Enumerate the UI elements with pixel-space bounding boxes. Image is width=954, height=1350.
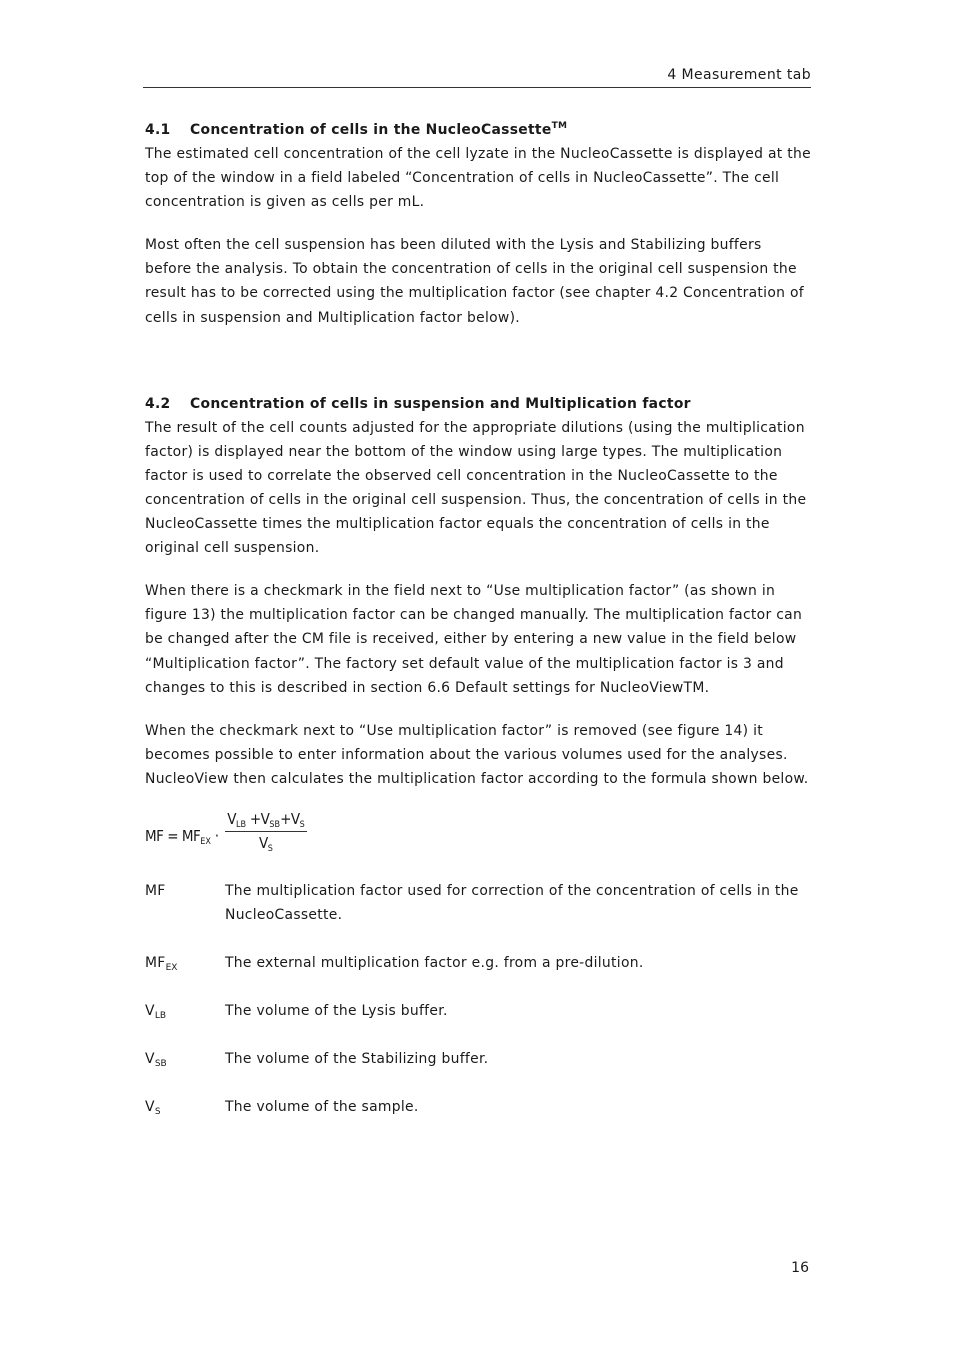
definition-term: $V_{SB}$ [145,1051,167,1070]
definition-item [145,951,811,975]
fraction-bar [225,831,307,832]
section-title: Concentration of cells in suspension and Multiplication factor [190,395,691,412]
paragraph: Most often the cell suspension has been diluted with the Lysis and Stabilizing buffers before the analysis. To obtain the concentration of cells in the original cell suspension the result has to be corrected using the multiplication factor (see chapter 4.2 Concentration of cells in suspension and Multiplication factor below). [145,237,804,326]
formula-fraction [225,810,307,852]
paragraph: The estimated cell concentration of the cell lyzate in the NucleoCassette is displayed at the top of the window in a field labeled “Concentration of cells in NucleoCassette”. The cell concentration is given as cells per mL. [145,146,811,211]
definition-term: $V_{LB}$ [145,1003,167,1022]
definition-item [145,999,811,1023]
section-heading-4-1 [145,118,811,142]
header-divider [143,87,811,88]
section-title: Concentration of cells in the NucleoCassette [190,122,552,138]
definition-item [145,879,811,927]
trademark-superscript: TM [551,121,568,131]
paragraph: When the checkmark next to “Use multiplication factor” is removed (see figure 14) it becomes possible to enter information about the various volumes used for the analyses. NucleoView then calculates the multiplication factor according to the formula shown below. [145,722,809,787]
definition-item [145,1047,811,1071]
multiplication-factor-formula [145,810,811,858]
definition-term: $V_S$ [145,1099,161,1118]
definition-description: The multiplication factor used for correction of the concentration of cells in the NucleoCassette. [225,882,799,924]
definition-description: The volume of the Stabilizing buffer. [225,1051,489,1068]
formula-denominator: $V_S$ [259,833,273,854]
paragraph: When there is a checkmark in the field next to “Use multiplication factor” (as shown in figure 13) the multiplication factor can be changed manually. The multiplication factor can be changed after the CM file is received, either by entering a new value in the field below “Multiplication factor”. The factory set default value of the multiplication factor is 3 and changes to this is described in section 6.6 Default settings for NucleoViewTM. [145,583,803,696]
paragraph: The result of the cell counts adjusted for the appropriate dilutions (using the multiplication factor) is displayed near the bottom of the window using large types. The multiplication factor is used to correlate the observed cell concentration in the NucleoCassette to the concentration of cells in the original cell suspension. Thus, the concentration of cells in the NucleoCassette times the multiplication factor equals the concentration of cells in the original cell suspension. [145,419,807,557]
section-heading-4-2 [145,392,811,416]
definition-description: The volume of the Lysis buffer. [225,1003,448,1020]
page-number: 16 [791,1260,809,1276]
definition-term: $MF_{EX}$ [145,955,178,974]
section-spacer [145,349,811,392]
formula-numerator: $V_{LB} +V_{SB}+V_S$ [227,809,305,830]
running-header: 4 Measurement tab [667,67,811,83]
section-number: 4.1 [145,122,171,138]
definition-description: The volume of the sample. [225,1099,419,1116]
definition-term: MF [145,882,166,899]
section-number: 4.2 [145,395,171,412]
definition-list [145,879,811,1120]
definition-item [145,1095,811,1119]
formula-lhs: MF = $MF_{EX}$ · [145,826,219,847]
page-content [145,118,811,1144]
definition-description: The external multiplication factor e.g. from a pre-dilution. [225,955,644,972]
